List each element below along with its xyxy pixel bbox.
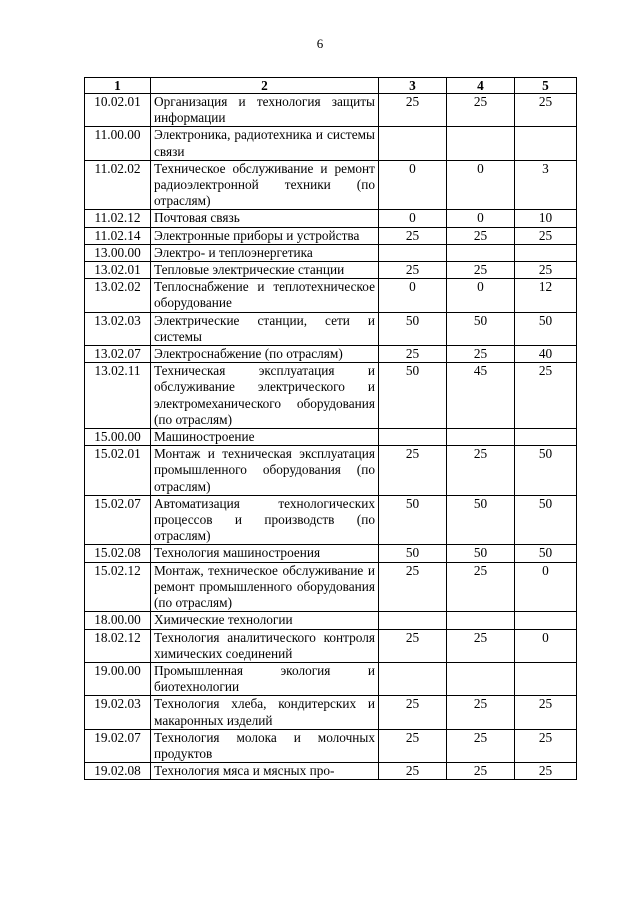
- table-row: [85, 662, 577, 695]
- code-cell: 19.02.07: [85, 729, 151, 762]
- value-cell-col4: [447, 429, 515, 446]
- value-cell-col3: 25: [379, 696, 447, 729]
- table-row: [85, 312, 577, 345]
- value-cell-col4: 50: [447, 495, 515, 545]
- code-cell: 18.02.12: [85, 629, 151, 662]
- column-header: 5: [515, 78, 577, 94]
- value-cell-col3: 0: [379, 210, 447, 227]
- name-cell: Технология хлеба, кондитерских и макаронных изделий: [151, 696, 379, 729]
- value-cell-col5: [515, 662, 577, 695]
- value-cell-col5: 25: [515, 227, 577, 244]
- table-row: [85, 94, 577, 127]
- value-cell-col3: [379, 662, 447, 695]
- table-row: [85, 346, 577, 363]
- column-header: 1: [85, 78, 151, 94]
- table-row: [85, 495, 577, 545]
- value-cell-col4: 25: [447, 763, 515, 780]
- name-cell: Теплоснабжение и теплотехническое оборудование: [151, 279, 379, 312]
- value-cell-col5: 10: [515, 210, 577, 227]
- value-cell-col4: 25: [447, 346, 515, 363]
- name-cell: Машиностроение: [151, 429, 379, 446]
- value-cell-col3: 25: [379, 763, 447, 780]
- value-cell-col5: 50: [515, 495, 577, 545]
- value-cell-col4: 25: [447, 696, 515, 729]
- code-cell: 13.02.07: [85, 346, 151, 363]
- column-header: 4: [447, 78, 515, 94]
- code-cell: 18.00.00: [85, 612, 151, 629]
- name-cell: Электро- и теплоэнергетика: [151, 244, 379, 261]
- value-cell-col4: 25: [447, 629, 515, 662]
- value-cell-col4: [447, 612, 515, 629]
- code-cell: 10.02.01: [85, 94, 151, 127]
- code-cell: 15.02.08: [85, 545, 151, 562]
- value-cell-col5: 50: [515, 312, 577, 345]
- value-cell-col5: [515, 429, 577, 446]
- value-cell-col4: 25: [447, 446, 515, 496]
- name-cell: Монтаж, техническое обслуживание и ремонт промышленного оборудования (по отраслям): [151, 562, 379, 612]
- value-cell-col4: 25: [447, 729, 515, 762]
- value-cell-col3: [379, 127, 447, 160]
- table-row: [85, 429, 577, 446]
- table-row: [85, 629, 577, 662]
- code-cell: 13.02.01: [85, 262, 151, 279]
- value-cell-col3: 25: [379, 227, 447, 244]
- value-cell-col4: 25: [447, 262, 515, 279]
- value-cell-col3: 0: [379, 160, 447, 210]
- value-cell-col3: 25: [379, 729, 447, 762]
- code-cell: 15.00.00: [85, 429, 151, 446]
- page-number: 6: [316, 36, 324, 51]
- name-cell: Технология аналитического контроля химических соединений: [151, 629, 379, 662]
- value-cell-col4: 25: [447, 94, 515, 127]
- code-cell: 13.02.03: [85, 312, 151, 345]
- name-cell: Технология молока и молочных продуктов: [151, 729, 379, 762]
- name-cell: Тепловые электрические станции: [151, 262, 379, 279]
- value-cell-col5: 50: [515, 446, 577, 496]
- name-cell: Технология мяса и мясных про-: [151, 763, 379, 780]
- name-cell: Автоматизация технологических процессов и производств (по отраслям): [151, 495, 379, 545]
- code-cell: 11.02.02: [85, 160, 151, 210]
- code-cell: 13.00.00: [85, 244, 151, 261]
- column-header: 2: [151, 78, 379, 94]
- table-row: [85, 545, 577, 562]
- value-cell-col4: [447, 244, 515, 261]
- value-cell-col3: 50: [379, 312, 447, 345]
- value-cell-col5: [515, 244, 577, 261]
- table-row: [85, 160, 577, 210]
- value-cell-col5: 25: [515, 729, 577, 762]
- value-cell-col5: [515, 612, 577, 629]
- table-row: [85, 763, 577, 780]
- code-cell: 15.02.01: [85, 446, 151, 496]
- value-cell-col3: 50: [379, 363, 447, 429]
- value-cell-col4: 50: [447, 312, 515, 345]
- code-cell: 13.02.11: [85, 363, 151, 429]
- value-cell-col4: 25: [447, 227, 515, 244]
- value-cell-col3: 50: [379, 495, 447, 545]
- name-cell: Промышленная экология и биотехнологии: [151, 662, 379, 695]
- code-cell: 15.02.12: [85, 562, 151, 612]
- code-cell: 15.02.07: [85, 495, 151, 545]
- code-cell: 19.02.03: [85, 696, 151, 729]
- value-cell-col4: 25: [447, 562, 515, 612]
- code-cell: 19.00.00: [85, 662, 151, 695]
- name-cell: Электронные приборы и устройства: [151, 227, 379, 244]
- value-cell-col5: 50: [515, 545, 577, 562]
- name-cell: Химические технологии: [151, 612, 379, 629]
- table-row: [85, 210, 577, 227]
- value-cell-col3: [379, 429, 447, 446]
- table-row: [85, 729, 577, 762]
- value-cell-col5: 0: [515, 629, 577, 662]
- name-cell: Электроснабжение (по отраслям): [151, 346, 379, 363]
- table-row: [85, 562, 577, 612]
- code-cell: 11.02.12: [85, 210, 151, 227]
- value-cell-col3: 25: [379, 94, 447, 127]
- table-row: [85, 127, 577, 160]
- table-row: [85, 227, 577, 244]
- code-cell: 13.02.02: [85, 279, 151, 312]
- table-row: [85, 612, 577, 629]
- value-cell-col5: 3: [515, 160, 577, 210]
- value-cell-col5: 25: [515, 94, 577, 127]
- value-cell-col5: 25: [515, 696, 577, 729]
- value-cell-col4: 45: [447, 363, 515, 429]
- value-cell-col5: 0: [515, 562, 577, 612]
- code-cell: 11.00.00: [85, 127, 151, 160]
- value-cell-col3: 25: [379, 446, 447, 496]
- table-row: [85, 446, 577, 496]
- value-cell-col3: 25: [379, 262, 447, 279]
- table-body: [85, 94, 577, 780]
- table-row: [85, 279, 577, 312]
- value-cell-col5: 25: [515, 763, 577, 780]
- value-cell-col4: 50: [447, 545, 515, 562]
- name-cell: Почтовая связь: [151, 210, 379, 227]
- value-cell-col3: 50: [379, 545, 447, 562]
- code-cell: 11.02.14: [85, 227, 151, 244]
- value-cell-col4: [447, 127, 515, 160]
- value-cell-col3: 25: [379, 346, 447, 363]
- header-row: [85, 78, 577, 94]
- code-cell: 19.02.08: [85, 763, 151, 780]
- value-cell-col4: 0: [447, 210, 515, 227]
- name-cell: Электрические станции, сети и системы: [151, 312, 379, 345]
- table-row: [85, 696, 577, 729]
- value-cell-col5: 12: [515, 279, 577, 312]
- value-cell-col3: [379, 244, 447, 261]
- value-cell-col4: 0: [447, 160, 515, 210]
- specialties-table: [84, 77, 577, 780]
- name-cell: Организация и технология защиты информации: [151, 94, 379, 127]
- name-cell: Технология машиностроения: [151, 545, 379, 562]
- value-cell-col3: 25: [379, 562, 447, 612]
- table-row: [85, 244, 577, 261]
- value-cell-col4: 0: [447, 279, 515, 312]
- value-cell-col5: 40: [515, 346, 577, 363]
- name-cell: Техническое обслуживание и ремонт радиоэлектронной техники (по отраслям): [151, 160, 379, 210]
- value-cell-col5: [515, 127, 577, 160]
- value-cell-col5: 25: [515, 262, 577, 279]
- name-cell: Техническая эксплуатация и обслуживание электрического и электромеханического оборудования (по отраслям): [151, 363, 379, 429]
- table-row: [85, 262, 577, 279]
- value-cell-col3: 0: [379, 279, 447, 312]
- value-cell-col3: [379, 612, 447, 629]
- table-row: [85, 363, 577, 429]
- name-cell: Электроника, радиотехника и системы связи: [151, 127, 379, 160]
- value-cell-col4: [447, 662, 515, 695]
- value-cell-col5: 25: [515, 363, 577, 429]
- column-header: 3: [379, 78, 447, 94]
- name-cell: Монтаж и техническая эксплуатация промышленного оборудования (по отраслям): [151, 446, 379, 496]
- value-cell-col3: 25: [379, 629, 447, 662]
